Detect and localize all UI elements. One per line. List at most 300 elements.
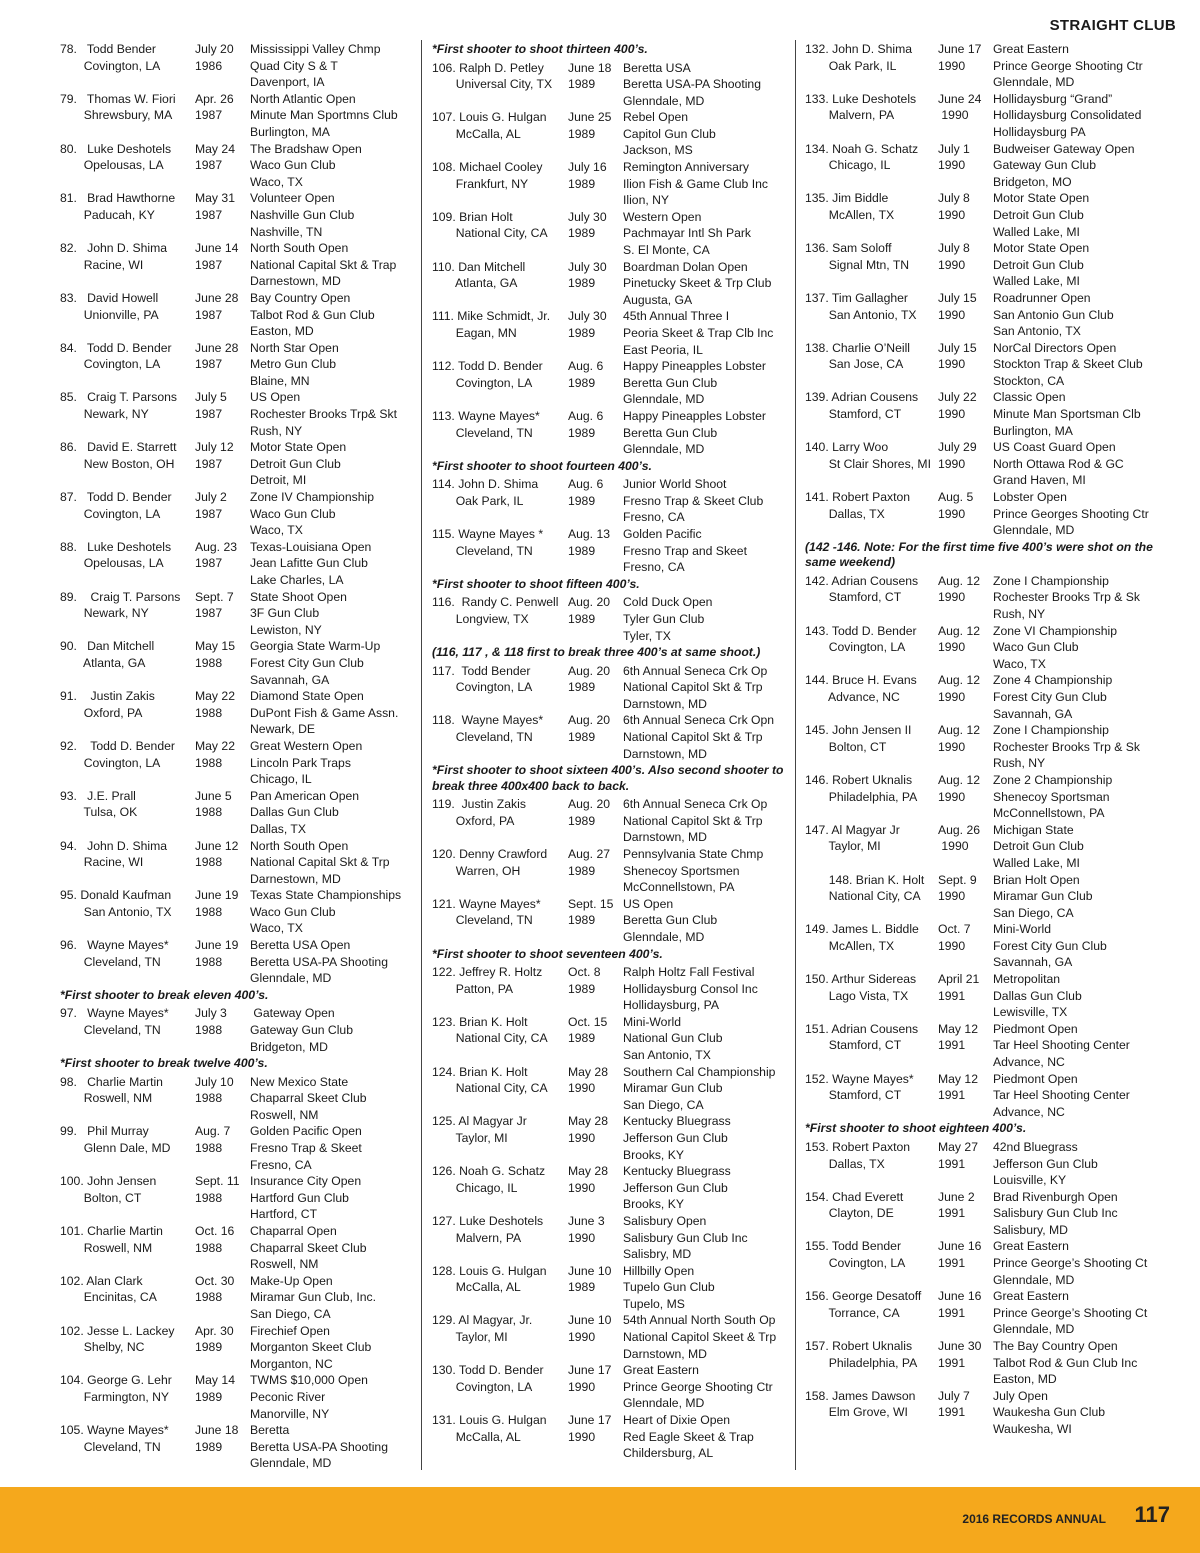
- record-event-line: Gateway Gun Club: [993, 158, 1096, 173]
- record-entry: [805, 141, 1180, 191]
- record-event: [250, 1223, 410, 1273]
- record-date-line: 1989: [568, 1031, 596, 1046]
- record-event: [993, 1139, 1180, 1189]
- record-date-line: June 2: [938, 1189, 975, 1204]
- record-date-line: 1989: [568, 913, 596, 928]
- record-event-line: National Capital Skt & Trp: [250, 855, 390, 870]
- record-entry: [805, 822, 1180, 872]
- record-name-line: Stamford, CT: [805, 590, 902, 605]
- record-event-line: Hollidaysburg “Grand”: [993, 91, 1113, 106]
- record-name-line: 92. Todd D. Bender: [60, 738, 175, 753]
- record-name: [805, 1021, 938, 1071]
- record-date-line: June 18: [195, 1423, 239, 1438]
- record-date-line: June 3: [568, 1213, 605, 1228]
- record-date-line: 1990: [938, 839, 969, 854]
- record-event-line: The Bradshaw Open: [250, 141, 362, 156]
- record-event: [250, 290, 410, 340]
- record-date-line: Oct. 8: [568, 965, 601, 979]
- record-date: [568, 1163, 623, 1213]
- record-date-line: Aug. 20: [568, 713, 611, 728]
- record-name-line: 112. Todd D. Bender: [432, 359, 543, 374]
- record-name-line: 147. Al Magyar Jr: [805, 822, 900, 837]
- record-date-line: July 2: [195, 490, 227, 505]
- record-name-line: 122. Jeffrey R. Holtz: [432, 965, 543, 979]
- record-event-line: Lewisville, TX: [993, 1005, 1068, 1020]
- record-name-line: 109. Brian Holt: [432, 209, 513, 224]
- record-date-line: July 30: [568, 259, 607, 274]
- record-note: *First shooter to break twelve 400’s.: [60, 1056, 268, 1071]
- record-date-line: 1989: [568, 276, 596, 291]
- record-event: [250, 539, 410, 589]
- record-name-line: 89. Craig T. Parsons: [60, 589, 181, 604]
- record-entry: [60, 290, 410, 340]
- record-event: [250, 1422, 410, 1472]
- record-entry: [432, 1064, 787, 1114]
- record-event-line: National Capitol Skt & Trp: [623, 680, 763, 695]
- record-name-line: Stamford, CT: [805, 1038, 902, 1053]
- record-date: [568, 526, 623, 576]
- record-name-line: Covington, LA: [60, 506, 161, 521]
- record-date-line: Oct. 30: [195, 1273, 235, 1288]
- record-date-line: 1989: [568, 981, 596, 996]
- record-name-line: Cleveland, TN: [432, 729, 533, 744]
- record-event-line: S. El Monte, CA: [623, 243, 710, 258]
- record-date: [568, 1412, 623, 1462]
- record-event: [250, 937, 410, 987]
- record-date-line: 1989: [568, 176, 596, 191]
- record-entry: [432, 663, 787, 713]
- record-date: [938, 190, 993, 240]
- record-name-line: 101. Charlie Martin: [60, 1223, 163, 1238]
- record-event: [993, 1189, 1180, 1239]
- record-event-line: Salisbury Open: [623, 1213, 707, 1228]
- record-event: [623, 526, 787, 576]
- record-date-line: 1991: [938, 1305, 966, 1320]
- record-date: [568, 308, 623, 358]
- record-event-line: Glenndale, MD: [623, 1396, 705, 1411]
- record-entry: [60, 1223, 410, 1273]
- record-entry: [60, 389, 410, 439]
- record-event-line: Fresno Trap and Skeet: [623, 543, 747, 558]
- record-event-line: Ilion Fish & Game Club Inc: [623, 176, 768, 191]
- record-name-line: 116. Randy C. Penwell: [432, 595, 559, 610]
- record-entry: [60, 1123, 410, 1173]
- record-event: [250, 190, 410, 240]
- record-event-line: Forest City Gun Club: [993, 689, 1107, 704]
- record-entry: [60, 589, 410, 639]
- record-name-line: Covington, LA: [60, 755, 161, 770]
- record-event-line: Pinetucky Skeet & Trp Club: [623, 276, 772, 291]
- record-event-line: Remington Anniversary: [623, 160, 749, 175]
- record-event-line: Metropolitan: [993, 972, 1061, 987]
- record-event-line: Bridgeton, MO: [993, 174, 1072, 189]
- record-name-line: Elm Grove, WI: [805, 1405, 908, 1420]
- record-event-line: Rush, NY: [250, 423, 303, 438]
- record-event-line: Golden Pacific: [623, 527, 702, 542]
- record-event-line: Jefferson Gun Club: [623, 1130, 728, 1145]
- record-date: [938, 1139, 993, 1189]
- record-name-line: 111. Mike Schmidt, Jr.: [432, 309, 551, 324]
- record-date-line: June 30: [938, 1339, 982, 1354]
- record-date-line: 1990: [568, 1081, 596, 1096]
- record-date-line: 1987: [195, 456, 223, 471]
- record-date-line: Sept. 9: [938, 872, 977, 887]
- record-name: [805, 91, 938, 141]
- record-name: [432, 1113, 568, 1163]
- record-name-line: Opelousas, LA: [60, 158, 164, 173]
- record-name-line: Stamford, CT: [805, 1088, 902, 1103]
- record-event-line: Hollidaysburg Consolidated: [993, 108, 1142, 123]
- record-date: [938, 573, 993, 623]
- record-event-line: National Capitol Skt & Trp: [623, 729, 763, 744]
- record-name: [805, 141, 938, 191]
- record-name: [60, 91, 195, 141]
- record-date-line: Sept. 7: [195, 589, 234, 604]
- record-name-line: Oak Park, IL: [432, 493, 524, 508]
- record-event-line: Zone 4 Championship: [993, 673, 1113, 688]
- record-event-line: Augusta, GA: [623, 292, 693, 307]
- record-name-line: Shelby, NC: [60, 1340, 145, 1355]
- record-event-line: Rochester Brooks Trp & Sk: [993, 739, 1140, 754]
- record-event-line: Fresno Trap & Skeet: [250, 1141, 362, 1155]
- record-entry: [432, 1263, 787, 1313]
- record-date-line: June 16: [938, 1289, 982, 1304]
- record-entry: [60, 788, 410, 838]
- record-event-line: Salisbury Gun Club Inc: [993, 1206, 1118, 1221]
- record-date: [568, 159, 623, 209]
- record-date: [938, 672, 993, 722]
- record-name-line: Oxford, PA: [432, 813, 515, 828]
- record-date-line: Aug. 20: [568, 797, 611, 812]
- record-event: [993, 772, 1180, 822]
- record-name: [805, 722, 938, 772]
- record-event-line: Jefferson Gun Club: [623, 1180, 728, 1195]
- record-name-line: Patton, PA: [432, 981, 514, 996]
- record-name-line: Dallas, TX: [805, 1156, 885, 1171]
- record-event-line: Heart of Dixie Open: [623, 1413, 731, 1428]
- record-date-line: Sept. 15: [568, 896, 614, 911]
- record-event: [993, 340, 1180, 390]
- record-name: [805, 623, 938, 673]
- record-name: [805, 1338, 938, 1388]
- record-entry: [60, 887, 410, 937]
- record-name: [805, 439, 938, 489]
- record-event-line: July Open: [993, 1388, 1048, 1403]
- record-date-line: June 16: [938, 1239, 982, 1254]
- record-name-line: Frankfurt, NY: [432, 176, 529, 191]
- record-name-line: 158. James Dawson: [805, 1388, 916, 1403]
- record-event-line: 45th Annual Three I: [623, 309, 730, 324]
- record-date-line: June 28: [195, 340, 239, 355]
- record-date-line: 1988: [195, 1091, 223, 1106]
- record-date-line: 1990: [938, 108, 969, 123]
- record-date: [195, 141, 250, 191]
- record-event-line: Mini-World: [623, 1014, 682, 1029]
- record-entry: [805, 389, 1180, 439]
- record-date-line: Aug. 13: [568, 527, 611, 542]
- record-name: [432, 60, 568, 110]
- record-event-line: Brooks, KY: [623, 1197, 684, 1212]
- record-event-line: Firechief Open: [250, 1323, 330, 1338]
- record-entry: [432, 109, 787, 159]
- record-date: [938, 439, 993, 489]
- record-name-line: 136. Sam Soloff: [805, 241, 892, 256]
- record-entry: [432, 159, 787, 209]
- record-event: [993, 91, 1180, 141]
- record-date: [938, 1238, 993, 1288]
- record-event-line: Zone 2 Championship: [993, 772, 1113, 787]
- record-note: *First shooter to shoot fifteen 400’s.: [432, 576, 640, 591]
- record-event-line: Great Eastern: [993, 1239, 1069, 1254]
- record-event-line: Miramar Gun Club, Inc.: [250, 1290, 376, 1305]
- record-date-line: 1990: [938, 789, 966, 804]
- record-event-line: Happy Pineapples Lobster: [623, 359, 766, 374]
- record-event: [250, 41, 410, 91]
- record-event-line: Blaine, MN: [250, 373, 310, 388]
- record-entry: [60, 539, 410, 589]
- record-event-line: Beretta Gun Club: [623, 913, 718, 928]
- record-name-line: Paducah, KY: [60, 207, 155, 222]
- record-event-line: Prince George Shooting Ctr: [993, 58, 1143, 73]
- record-name-line: 135. Jim Biddle: [805, 191, 889, 206]
- record-entry: [60, 439, 410, 489]
- record-date-line: July 22: [938, 390, 977, 405]
- record-event-line: Tar Heel Shooting Center: [993, 1038, 1130, 1053]
- record-name-line: Torrance, CA: [805, 1305, 900, 1320]
- record-event-line: Waco Gun Club: [250, 158, 336, 173]
- record-note: *First shooter to shoot fourteen 400’s.: [432, 458, 652, 473]
- record-event-line: Roswell, NM: [250, 1257, 319, 1272]
- record-date-line: June 19: [195, 938, 239, 953]
- record-name-line: Eagan, MN: [432, 326, 517, 340]
- record-name-line: 93. J.E. Prall: [60, 788, 136, 803]
- record-name-line: National City, CA: [432, 1031, 548, 1046]
- record-event-line: Hollidaysburg PA: [993, 124, 1086, 139]
- record-date-line: 1987: [195, 407, 223, 422]
- record-event: [993, 141, 1180, 191]
- record-event-line: Texas-Louisiana Open: [250, 539, 372, 554]
- record-date-line: June 12: [195, 838, 239, 853]
- record-date-line: 1991: [938, 1256, 966, 1271]
- record-name-line: 144. Bruce H. Evans: [805, 673, 917, 688]
- record-event-line: NorCal Directors Open: [993, 340, 1117, 355]
- record-name-line: Covington, LA: [432, 375, 533, 390]
- record-event-line: North Star Open: [250, 340, 339, 355]
- record-date-line: 1987: [195, 556, 223, 571]
- record-date-line: 1989: [195, 1389, 223, 1404]
- record-date: [568, 1113, 623, 1163]
- record-name-line: 146. Robert Uknalis: [805, 772, 913, 787]
- record-event-line: Jean Lafitte Gun Club: [250, 556, 368, 571]
- record-event-line: Tupelo, MS: [623, 1296, 685, 1311]
- record-event: [623, 1014, 787, 1064]
- record-date-line: 1989: [568, 863, 596, 878]
- record-event-line: Golden Pacific Open: [250, 1124, 362, 1139]
- record-entry: [432, 594, 787, 644]
- record-event-line: Bridgeton, MD: [250, 1039, 328, 1054]
- record-event-line: Michigan State: [993, 822, 1074, 837]
- record-entry: [805, 1338, 1180, 1388]
- record-entry: [60, 688, 410, 738]
- record-event-line: Childersburg, AL: [623, 1446, 714, 1461]
- record-name-line: Taylor, MI: [432, 1330, 508, 1345]
- record-entry: [60, 340, 410, 390]
- record-event-line: Rush, NY: [993, 607, 1046, 621]
- record-name-line: Unionville, PA: [60, 307, 159, 322]
- record-event-line: 6th Annual Seneca Crk Op: [623, 797, 768, 812]
- record-event-line: 54th Annual North South Op: [623, 1313, 776, 1328]
- record-date-line: 1991: [938, 1038, 966, 1053]
- record-event-line: Detroit Gun Club: [250, 456, 341, 471]
- record-name-line: 105. Wayne Mayes*: [60, 1423, 169, 1438]
- record-name-line: Taylor, MI: [805, 839, 881, 854]
- record-name-line: 129. Al Magyar, Jr.: [432, 1313, 533, 1328]
- record-name: [805, 290, 938, 340]
- record-event-line: Detroit Gun Club: [993, 257, 1084, 272]
- record-date-line: 1989: [195, 1439, 223, 1454]
- record-date: [195, 389, 250, 439]
- record-date-line: June 19: [195, 888, 239, 903]
- record-event-line: Fresno, CA: [623, 510, 685, 525]
- record-entry: [432, 1412, 787, 1462]
- record-date-line: June 25: [568, 110, 612, 125]
- record-event-line: Forest City Gun Club: [993, 938, 1107, 953]
- record-date-line: 1989: [568, 77, 596, 92]
- record-name: [432, 663, 568, 713]
- record-date-line: 1990: [938, 257, 966, 272]
- record-date: [568, 408, 623, 458]
- record-event: [993, 1238, 1180, 1288]
- record-event-line: Glenndale, MD: [623, 929, 705, 944]
- record-name-line: 141. Robert Paxton: [805, 490, 911, 505]
- record-event: [623, 712, 787, 762]
- record-name-line: 119. Justin Zakis: [432, 797, 526, 812]
- record-name-line: Lago Vista, TX: [805, 988, 909, 1003]
- record-event: [250, 1074, 410, 1124]
- record-entry: [432, 1312, 787, 1362]
- record-date-line: 1990: [938, 506, 966, 521]
- record-event: [250, 1273, 410, 1323]
- record-event-line: Classic Open: [993, 390, 1066, 405]
- record-entry: [432, 964, 787, 1014]
- record-entry: [805, 672, 1180, 722]
- record-date-line: June 28: [195, 290, 239, 305]
- record-name-line: Covington, LA: [60, 58, 161, 73]
- record-event-line: McConnellstown, PA: [993, 806, 1105, 821]
- record-event-line: Roswell, NM: [250, 1107, 319, 1122]
- record-event-line: Morganton Skeet Club: [250, 1340, 372, 1355]
- record-name-line: 149. James L. Biddle: [805, 922, 919, 937]
- record-entry: [60, 141, 410, 191]
- record-date-line: 1988: [195, 1141, 223, 1155]
- record-entry: [805, 772, 1180, 822]
- record-event-line: Beretta USA-PA Shooting: [623, 77, 761, 92]
- record-date-line: Aug. 27: [568, 846, 611, 861]
- record-entry: [60, 1005, 410, 1055]
- record-date-line: July 10: [195, 1074, 234, 1089]
- record-event: [623, 594, 787, 644]
- record-date-line: Oct. 16: [195, 1223, 235, 1238]
- record-name-line: 157. Robert Uknalis: [805, 1339, 913, 1354]
- record-event: [623, 476, 787, 526]
- record-name: [60, 937, 195, 987]
- page-number: 117: [1134, 1502, 1170, 1527]
- record-event-line: Minute Man Sportsman Clb: [993, 407, 1141, 422]
- record-name-line: Clayton, DE: [805, 1206, 894, 1221]
- record-event-line: Savannah, GA: [993, 955, 1073, 970]
- record-event: [623, 1312, 787, 1362]
- record-entry: [805, 1071, 1180, 1121]
- record-event-line: National Capital Skt & Trap: [250, 257, 397, 272]
- record-date: [195, 1273, 250, 1323]
- record-event-line: Motor State Open: [250, 440, 347, 455]
- record-name-line: Cleveland, TN: [432, 425, 533, 440]
- record-date-line: Aug. 6: [568, 408, 604, 423]
- record-date: [938, 822, 993, 872]
- record-name-line: McCalla, AL: [432, 126, 521, 141]
- record-date: [195, 638, 250, 688]
- record-date-line: 1988: [195, 855, 223, 870]
- record-date-line: 1989: [195, 1340, 223, 1355]
- record-event-line: Bay Country Open: [250, 290, 351, 305]
- record-entry: [60, 937, 410, 987]
- record-name-line: 123. Brian K. Holt: [432, 1014, 528, 1029]
- record-entry: [432, 1014, 787, 1064]
- record-event-line: Morganton, NC: [250, 1356, 333, 1371]
- record-name: [432, 358, 568, 408]
- record-date-line: 1990: [938, 58, 966, 73]
- record-event-line: National Capitol Skt & Trp: [623, 813, 763, 828]
- record-event: [623, 408, 787, 458]
- record-event: [993, 1021, 1180, 1071]
- record-event-line: Lewiston, NY: [250, 622, 322, 637]
- record-name-line: 95. Donald Kaufman: [60, 888, 172, 903]
- record-event-line: Brian Holt Open: [993, 872, 1080, 887]
- record-entry: [805, 290, 1180, 340]
- record-event: [993, 1388, 1180, 1438]
- record-name: [805, 971, 938, 1021]
- record-name-line: 126. Noah G. Schatz: [432, 1164, 546, 1179]
- record-name-line: 94. John D. Shima: [60, 838, 168, 853]
- record-name-line: 156. George Desatoff: [805, 1289, 922, 1304]
- record-name: [805, 190, 938, 240]
- record-name-line: 90. Dan Mitchell: [60, 639, 155, 654]
- record-name-line: 85. Craig T. Parsons: [60, 390, 177, 405]
- record-date-line: 1990: [568, 1130, 596, 1145]
- record-entry: [805, 240, 1180, 290]
- record-event-line: Lincoln Park Traps: [250, 755, 351, 770]
- record-entry: [805, 91, 1180, 141]
- record-date-line: 1990: [568, 1330, 596, 1345]
- record-name-line: McAllen, TX: [805, 207, 895, 222]
- footer-bar: [0, 1487, 1200, 1553]
- record-name: [805, 489, 938, 539]
- record-event-line: Rebel Open: [623, 110, 689, 125]
- records-column-3: [805, 41, 1180, 1438]
- record-name-line: 124. Brian K. Holt: [432, 1064, 528, 1079]
- record-date-line: 1990: [938, 307, 966, 322]
- record-date: [568, 712, 623, 762]
- record-name-line: Covington, LA: [60, 357, 161, 372]
- record-date-line: 1991: [938, 1156, 966, 1171]
- record-name-line: Universal City, TX: [432, 77, 553, 92]
- record-date: [195, 539, 250, 589]
- record-name: [432, 1213, 568, 1263]
- record-event-line: Newark, DE: [250, 722, 316, 737]
- record-date-line: 1990: [938, 590, 966, 605]
- record-name-line: Glenn Dale, MD: [60, 1141, 171, 1155]
- record-event-line: Chicago, IL: [250, 772, 312, 787]
